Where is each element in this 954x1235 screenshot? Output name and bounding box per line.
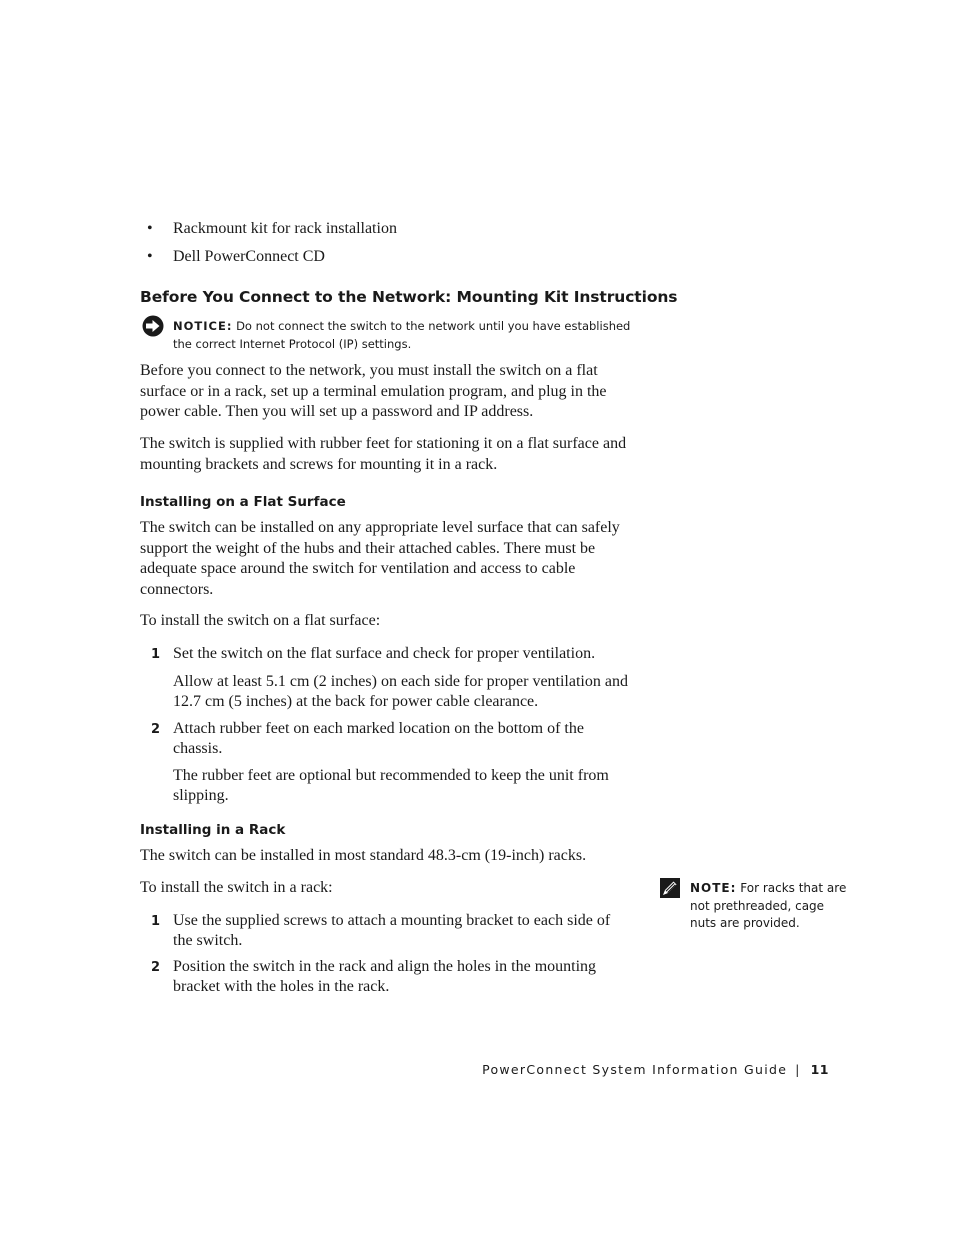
notice-label: NOTICE:	[173, 319, 233, 333]
page-number: 11	[810, 1062, 829, 1077]
notice-block	[173, 317, 643, 353]
bullet-glyph: •	[147, 220, 153, 237]
bullet-text: Rackmount kit for rack installation	[173, 220, 397, 237]
bullet-glyph: •	[147, 248, 153, 265]
subsection-heading-rack: Installing in a Rack	[140, 822, 286, 838]
intro-paragraph: Before you connect to the network, you must install the switch on a flat surface or in a rack, set up a terminal emulation program, and plug in the power cable. Then you will set up a password and IP address.	[140, 362, 607, 420]
footer-separator: |	[795, 1063, 801, 1077]
intro-paragraph: The switch is supplied with rubber feet for stationing it on a flat surface and mounting brackets and screws for mounting it in a rack.	[140, 435, 627, 473]
step-number: 1	[151, 914, 161, 929]
rack-paragraph: The switch can be installed in most standard 48.3-cm (19-inch) racks.	[140, 847, 587, 864]
subsection-heading-flat-surface: Installing on a Flat Surface	[140, 494, 346, 510]
step-detail: Allow at least 5.1 cm (2 inches) on each side for proper ventilation and 12.7 cm (5 inches) at the back for power cable clearance.	[173, 673, 628, 710]
notice-text: Do not connect the switch to the network until you have established the correct Internet Protocol (IP) settings.	[173, 319, 631, 351]
step-number: 2	[151, 960, 161, 975]
rack-lead-in: To install the switch in a rack:	[140, 879, 333, 896]
side-note	[690, 880, 850, 933]
step-number: 2	[151, 722, 161, 737]
note-text: For racks that are not prethreaded, cage nuts are provided.	[690, 881, 847, 930]
footer-title: PowerConnect System Information Guide	[482, 1062, 788, 1077]
note-pencil-icon	[660, 878, 680, 898]
step-text: Set the switch on the flat surface and check for proper ventilation.	[173, 645, 596, 662]
flat-surface-lead-in: To install the switch on a flat surface:	[140, 612, 381, 629]
section-heading: Before You Connect to the Network: Mounting Kit Instructions	[140, 288, 678, 306]
notice-arrow-icon	[141, 315, 165, 337]
note-label: NOTE:	[690, 881, 737, 895]
bullet-text: Dell PowerConnect CD	[173, 248, 325, 265]
step-text: Use the supplied screws to attach a mounting bracket to each side of the switch.	[173, 912, 611, 949]
flat-surface-paragraph: The switch can be installed on any appropriate level surface that can safely support the weight of the hubs and their attached cables. There must be adequate space around the switch for ventilation and access to cable connectors.	[140, 519, 620, 598]
step-text: Position the switch in the rack and align the holes in the mounting bracket with the holes in the rack.	[173, 958, 597, 995]
step-number: 1	[151, 647, 161, 662]
step-text: Attach rubber feet on each marked location on the bottom of the chassis.	[173, 720, 584, 757]
page-footer	[482, 1062, 829, 1077]
step-detail: The rubber feet are optional but recommended to keep the unit from slipping.	[173, 767, 609, 804]
